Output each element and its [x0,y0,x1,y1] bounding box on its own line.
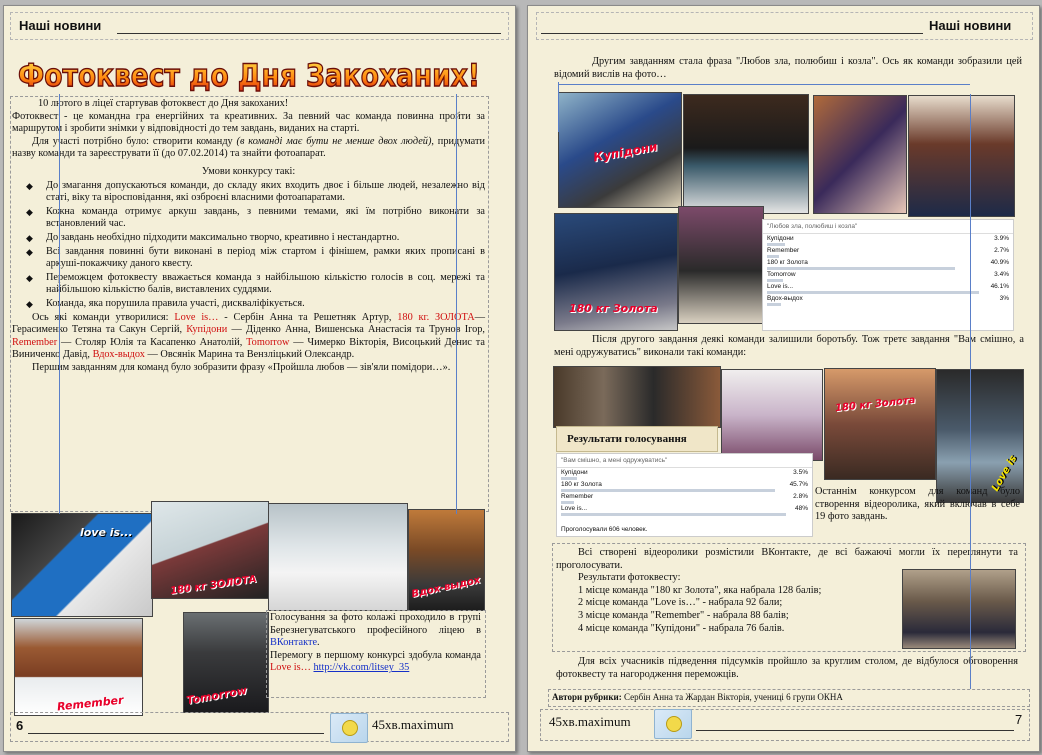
rule-item: ◆ Переможцем фотоквесту вважається команда з найбільшою кількістю голосів в соц. мережі та найбільшою кількістю балів, виставлених суддями. [26,271,485,296]
rule-item: ◆ Команда, яка порушила правила участі, дискваліфікується. [26,297,305,309]
videos-paragraph: Всі створені відеоролики розмістили ВКонтакте, де всі бажаючі могли їх переглянути та проголосувати. [556,547,1018,571]
left-header [10,12,509,40]
voting-paragraph: Голосування за фото колажі проходило в групі Березнегуватського професійного ліцею в ВКонтакте. [270,612,481,649]
poll-row: Купідони 3.9% [767,235,1009,246]
photo-couple [908,95,1015,217]
right-footer-rule [696,730,1014,731]
result-item: 3 місце команда "Remember" - набрала 88 балів; [578,609,789,621]
poll-bar [561,501,574,504]
poll-bar [767,267,955,270]
left-footer-rule [28,733,324,734]
closing-paragraph: Для всіх учасників підведення підсумків пройшло за круглим столом, де відбулося обговорення фотоквесту та нагородження переможців. [556,656,1018,680]
right-header-title: Наші новини [929,18,1012,33]
second-task-paragraph: Другим завданням стала фраза "Любов зла, полюбиш і козла". Ось як команди зобразили цей відомий вислів на фото… [554,56,1022,80]
photo-awards [902,569,1016,649]
poll-bar [561,489,775,492]
poll-voted-count: Проголосували 606 человек. [561,526,648,533]
poll-row: Love is... 46.1% [767,283,1009,294]
poll-row: Вдох-выдох 3% [767,295,1009,306]
magazine-logo-icon [654,709,692,739]
photo-180-gold: 180 кг ЗОЛОТА [151,501,269,599]
result-item: 4 місце команда "Купідони" - набрала 76 балів. [578,622,785,634]
layout-guide [59,94,60,514]
photo-group-collage [813,95,907,214]
layout-guide [970,94,971,689]
layout-guide [558,84,970,85]
second-task-text [554,56,1022,81]
article-title: Фотоквест до Дня Закоханих! [18,58,480,94]
poll-row: Tomorrow 3.4% [767,271,1009,282]
results-title: Результати фотоквесту: [578,572,681,584]
left-footer-brand: 45хв.maximum [372,717,454,732]
third-task-text [554,334,1024,359]
poll-bar [767,291,979,294]
poll-funny-marry [556,453,813,537]
poll-bar [767,255,779,258]
poll-love-evil [762,219,1014,331]
photo-winter [268,503,408,611]
photo-love-is: love is... [11,513,153,617]
poll-row: 180 кг Золота 40.9% [767,259,1009,270]
rule-item: ◆ Всі завдання повинні бути виконані в період між стартом і фінішем, рамки яких прописані в аркуші-покажчику даного квесту. [26,245,485,270]
photo-love-is-wedding: Love is [936,369,1024,503]
teams-paragraph: Ось які команди утворилися: Love is… - Сербін Анна та Решетняк Артур, 180 кг. ЗОЛОТА— Герасименко Тетяна та Сакун Сергій, Купідони — Діденко Анна, Вишенська Анастасія та Трунов Ігор, Remember — Столяр Юлія та Касапенко Анатолій, Tomorrow — Чимерко Вікторія, Висоцький Денис та Виниченко Давід, Вдох-выдох — Овсянік Марина та Вензліцький Олександр. [12,311,485,361]
photo-vdoh-vydoh: Вдох-выдох [408,509,485,611]
vk-group-link[interactable]: http://vk.com/litsey_35 [313,662,410,674]
layout-guide [558,82,559,132]
poll-bar [767,279,783,282]
article-title-art [14,50,484,98]
left-header-rule [117,33,501,34]
last-contest-paragraph: Останнім конкурсом для команд було створення відеоролика, який включав в себе 19 фото завдань. [815,486,1020,523]
rule-item: ◆ Кожна команда отримує аркуш завдань, з певними темами, які їм потрібно виконати за встановлений час. [26,205,485,230]
poll-bar [561,513,786,516]
photo-gold-wedding: 180 кг Золота [824,368,936,480]
rule-item: ◆ До змагання допускаються команди, до складу яких входить двоє і більше людей, незалежно від статі, віку та віросповідання, які озброєні власними фотоапаратами. [26,179,485,204]
photo-kupidony: Купідони [558,92,682,208]
intro-paragraph: 10 лютого в ліцеї стартував фотоквест до Дня закоханих! [38,98,289,109]
poll-row: Remember 2.8% [561,493,808,504]
poll-title: "Вам смішно, а мені одружуватись" [557,454,812,468]
right-header [536,12,1033,40]
rule-item: ◆ До завдань необхідно підходити максимально творчо, креативно і нестандартно. [26,231,400,243]
poll-bar [767,243,785,246]
last-contest-text [815,486,1020,524]
poll-row: Love is... 48% [561,505,808,516]
layout-guide [456,94,457,514]
photo-wedding [721,369,823,461]
right-footer-brand: 45хв.maximum [549,714,631,729]
photo-remember: Remember [14,618,143,716]
poll-title: "Любов зла, полюбиш і козла" [763,220,1013,234]
poll-bar [561,477,577,480]
definition-paragraph: Фотоквест - це командна гра енергійних та креативних. За певний час команда повинна пройти за маршрутом і зробити знімки у відповідності до тем завдань, виданих на старті. [12,110,485,135]
results-voting-box [556,426,718,452]
poll-row: 180 кг Золота 45.7% [561,481,808,492]
photo-strip [553,366,721,428]
photo-tomorrow: Tomorrow [183,612,269,713]
closing-text [556,656,1018,681]
third-task-paragraph: Після другого завдання деякі команди залишили боротьбу. Тож третє завдання "Вам смішно, а мені одружуватись" виконали такі команди: [554,334,1024,358]
photo-team-room [683,94,809,214]
right-header-rule [541,33,923,34]
left-header-title: Наші новини [19,18,102,33]
participation-paragraph: Для участі потрібно було: створити команду (в команді має бути не менше двох людей), придумати назву команди та зареєструвати її (до 07.02.2014) та знайти фотоапарат. [12,135,485,160]
winner-paragraph: Перемогу в першому конкурсі здобула команда Love is… http://vk.com/litsey_35 [270,649,481,674]
photo-gold-team: 180 кг Золота [554,213,678,331]
authors-line: Автори рубрики: Сербін Анна та Жардан Вікторія, учениці 6 групи ОКНА [552,692,843,702]
first-task-paragraph: Першим завданням для команд було зобразити фразу «Пройшла любов — зів'яли помідори…». [32,361,451,373]
voting-text [270,612,481,675]
conditions-title: Умови конкурсу такі: [201,165,296,177]
left-page [3,5,516,752]
results-voting-label: Результати голосування [567,433,687,445]
right-page-number: 7 [1015,712,1023,727]
magazine-logo-icon [330,713,368,743]
result-item: 1 місце команда "180 кг Золота", яка набрала 128 балів; [578,584,822,596]
poll-row: Remember 2.7% [767,247,1009,258]
poll-row: Купідони 3.5% [561,469,808,480]
photo-hug [678,206,764,324]
poll-bar [767,303,781,306]
result-item: 2 місце команда "Love is…" - набрала 92 бали; [578,597,783,609]
right-page [527,5,1040,752]
article-body [12,98,485,374]
left-page-number: 6 [16,718,24,733]
